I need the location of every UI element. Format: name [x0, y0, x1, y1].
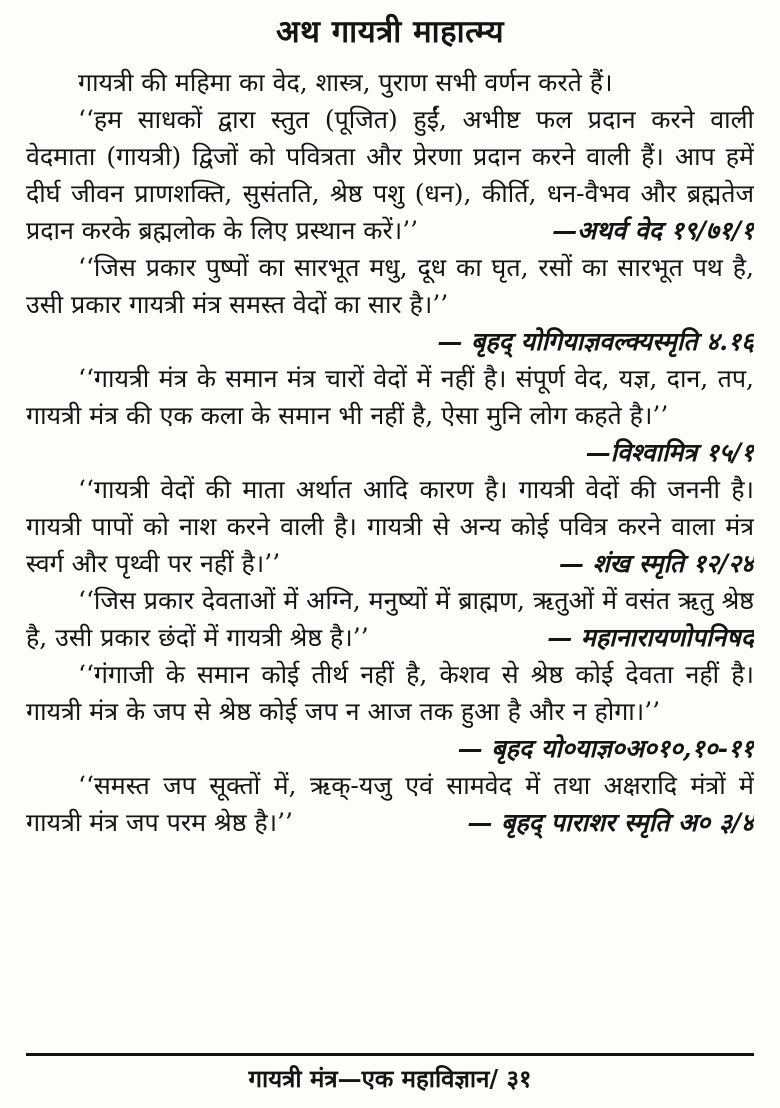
citation: —विश्वामित्र १५/१ [585, 438, 754, 467]
footer-text: गायत्री मंत्र—एक महाविज्ञान/ ३१ [248, 1064, 532, 1093]
paragraph [26, 471, 754, 582]
page-footer [26, 1047, 754, 1094]
paragraph-text: गायत्री की महिमा का वेद, शास्त्र, पुराण सभी वर्णन करते हैं। [78, 68, 613, 97]
citation: — महानारायणोपनिषद [547, 623, 754, 652]
citation: — बृहद् पाराशर स्मृति अ० ३/४ [467, 808, 754, 837]
paragraph [26, 101, 754, 249]
footer-rule [26, 1053, 754, 1056]
paragraph [26, 656, 754, 767]
paragraph [26, 582, 754, 656]
paragraph [26, 249, 754, 360]
citation: —अथर्व वेद १९/७१/१ [552, 216, 754, 245]
citation: — बृहद यो०याज्ञ०अ०१०,१०-११ [457, 734, 754, 763]
page-title: अथ गायत्री माहात्म्य [275, 14, 505, 50]
paragraph [26, 360, 754, 471]
paragraph-text: ‘‘हम साधकों द्वारा स्तुत (पूजित) हुईं, अभीष्ट फल प्रदान करने वाली वेदमाता (गायत्री) द्विजों को पवित्रता और प्रेरणा प्रदान करने वाली हैं। आप हमें दीर्घ जीवन प्राणशक्ति, सुसंतति, श्रेष्ठ पशु (धन), कीर्ति, धन-वैभव और ब्रह्मतेज प्रदान करके ब्रह्मलोक के लिए प्रस्थान करें।’’ [26, 105, 754, 245]
paragraph-text: ‘‘जिस प्रकार देवताओं में अग्नि, मनुष्यों में ब्राह्मण, ऋतुओं में वसंत ऋतु श्रेष्ठ है, उसी प्रकार छंदों में गायत्री श्रेष्ठ है।’’ [26, 586, 754, 652]
paragraph [26, 64, 754, 101]
paragraph [26, 767, 754, 841]
paragraph-text: ‘‘गायत्री मंत्र के समान मंत्र चारों वेदों में नहीं है। संपूर्ण वेद, यज्ञ, दान, तप, गायत्री मंत्र की एक कला के समान भी नहीं है, ऐसा मुनि लोग कहते है।’’ [26, 364, 754, 430]
citation: — बृहद् योगियाज्ञवल्क्यस्मृति ४.१६ [437, 327, 754, 356]
paragraph-text: ‘‘समस्त जप सूक्तों में, ऋक्-यजु एवं सामवेद में तथा अक्षरादि मंत्रों में गायत्री मंत्र जप परम श्रेष्ठ है।’’ [26, 771, 754, 837]
paragraph-text: ‘‘गंगाजी के समान कोई तीर्थ नहीं है, केशव से श्रेष्ठ कोई देवता नहीं है। गायत्री मंत्र के जप से श्रेष्ठ कोई जप न आज तक हुआ है और न होगा।’’ [26, 660, 754, 726]
citation: — शंख स्मृति १२/२४ [558, 549, 754, 578]
paragraph-text: ‘‘जिस प्रकार पुष्पों का सारभूत मधु, दूध का घृत, रसों का सारभूत पथ है, उसी प्रकार गायत्री मंत्र समस्त वेदों का सार है।’’ [26, 253, 754, 319]
paragraph-text: ‘‘गायत्री वेदों की माता अर्थात आदि कारण है। गायत्री वेदों की जननी है। गायत्री पापों को नाश करने वाली है। गायत्री से अन्य कोई पवित्र करने वाला मंत्र स्वर्ग और पृथ्वी पर नहीं है।’’ [26, 475, 754, 578]
page-body [26, 64, 754, 841]
